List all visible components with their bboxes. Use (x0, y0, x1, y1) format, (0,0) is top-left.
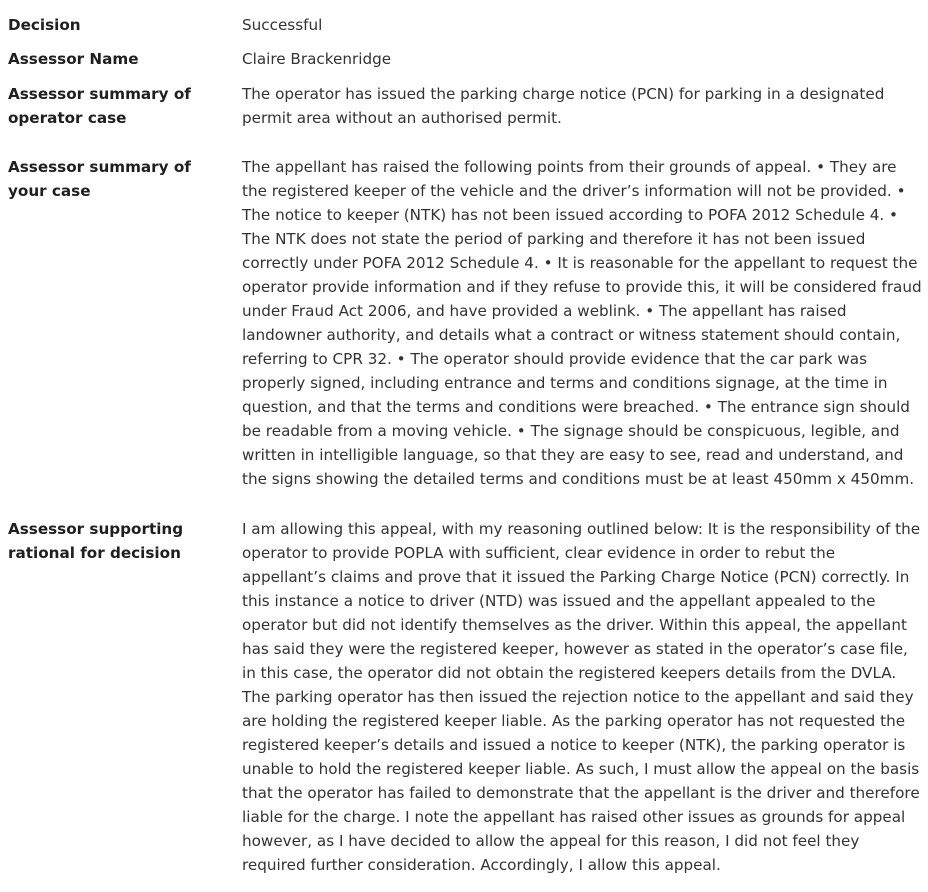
operator-case-label: Assessor summary of operator case (8, 85, 191, 127)
decision-label: Decision (8, 16, 81, 34)
decision-value: Successful (242, 16, 323, 34)
rational-value: I am allowing this appeal, with my reasoning outlined below: It is the responsibility of the operator to provide POPLA with sufficient, clear evidence in order to rebut the appellant’s claims and prove that it issued the Parking Charge Notice (PCN) correctly. In this instance a notice to driver (NTD) was issued and the appellant appealed to the operator but did not identify themselves as the driver. Within this appeal, the appellant has said they were the registered keeper, however as stated in the operator’s case file, in this case, the operator did not obtain the registered keepers details from the DVLA. The parking operator has then issued the rejection notice to the appellant and said they are holding the registered keeper liable. As the parking operator has not requested the registered keeper’s details and issued a notice to keeper (NTK), the parking operator is unable to hold the registered keeper liable. As such, I must allow the appeal on the basis that the operator has failed to demonstrate that the appellant is the driver and therefore liable for the charge. I note the appellant has raised other issues as grounds for appeal however, as I have decided to allow the appeal for this reason, I did not feel they required further consideration. Accordingly, I allow this appeal. (242, 520, 921, 874)
assessor-name-label: Assessor Name (8, 50, 139, 68)
rational-label: Assessor supporting rational for decision (8, 520, 184, 562)
your-case-label: Assessor summary of your case (8, 158, 191, 200)
assessor-name-value: Claire Brackenridge (242, 50, 392, 68)
operator-case-value: The operator has issued the parking charge notice (PCN) for parking in a designated permit area without an authorised permit. (242, 85, 885, 127)
your-case-value: The appellant has raised the following points from their grounds of appeal. • They are the registered keeper of the vehicle and the driver’s information will not be provided. • The notice to keeper (NTK) has not been issued according to POFA 2012 Schedule 4. • The NTK does not state the period of parking and therefore it has not been issued correctly under POFA 2012 Schedule 4. • It is reasonable for the appellant to request the operator provide information and if they refuse to provide this, it will be considered fraud under Fraud Act 2006, and have provided a weblink. • The appellant has raised landowner authority, and details what a contract or witness statement should contain, referring to CPR 32. • The operator should provide evidence that the car park was properly signed, including entrance and terms and conditions signage, at the time in question, and that the terms and conditions were breached. • The entrance sign should be readable from a moving vehicle. • The signage should be conspicuous, legible, and written in intelligible language, so that they are easy to see, read and understand, and the signs showing the detailed terms and conditions must be at least 450mm x 450mm. (242, 158, 922, 488)
